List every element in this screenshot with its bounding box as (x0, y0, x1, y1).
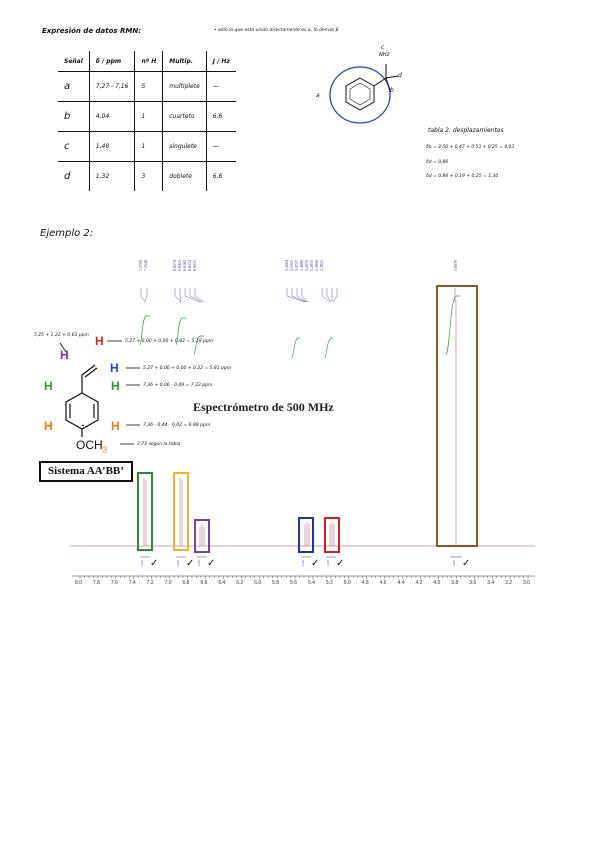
atom-h-green-right: H (111, 379, 120, 393)
x-axis-tick-label: 7.6 (110, 580, 118, 586)
x-axis-tick-label: 3.4 (487, 580, 495, 586)
integral-curves (140, 296, 460, 358)
x-axis-tick-label: 7.0 (164, 580, 172, 586)
x-axis-tick-label: 6.2 (236, 580, 244, 586)
x-axis-tick-label: 5.6 (290, 580, 297, 586)
table-cell: 4,04 (89, 102, 135, 132)
x-axis-tick-label: 4.4 (397, 580, 405, 586)
col-header-nh: nº H (135, 51, 163, 72)
table2-line1: δb = 2'50 + 0,47 + 0'53 + 0'25 = 4,03 (426, 145, 515, 150)
x-axis-tick-label: 6.6 (200, 580, 208, 586)
peak-label: 6.6015 (192, 260, 197, 271)
och3-sub: 3 (102, 445, 108, 455)
peak-label: 5.5664 (284, 260, 289, 271)
table2-line2: δd = 0,86 (426, 160, 449, 165)
x-axis-tick-label: 3.0 (523, 580, 530, 586)
peak-label: 6.6162 (182, 260, 187, 271)
example2-heading: Ejemplo 2: (40, 228, 94, 239)
table-cell: a (58, 72, 89, 102)
anno-blue: 5,27 + 0,00 + 0,00 + 0,32 = 5,81 ppm (143, 366, 232, 371)
label-c: c (381, 44, 385, 51)
spectrometer-title: Espectrómetro de 500 MHz (193, 400, 334, 414)
x-axis-tick-label: 4.6 (379, 580, 387, 586)
table-cell: 3 (135, 162, 163, 192)
och3-group (76, 438, 107, 454)
anno-orange: 7,36 - 0,44 - 0,02 = 6,88 ppm (143, 423, 211, 428)
page-title: Expresión de datos RMN: (42, 27, 142, 35)
peak-label: 5.4686 (299, 260, 304, 271)
x-axis-ticks (80, 576, 528, 579)
anno-purple: 5,25 + 1,22 + 0,63 ppm (34, 333, 89, 338)
peak-label: 6.8425 (177, 260, 182, 271)
check-icon: ✓ (336, 558, 345, 569)
peak-label: 5.4757 (294, 260, 299, 271)
integral-label: 1.00 (197, 560, 201, 567)
x-axis-tick-label: 5.8 (272, 580, 280, 586)
col-header-j: J / Hz (206, 51, 236, 72)
table-cell: 7,27 - 7,16 (89, 72, 135, 102)
anno-red: 5,27 + 0,00 + 0,00 + 0,02 = 5,18 ppm (125, 339, 214, 344)
table2-line3: δd = 0,86 + 0,19 + 0,25 = 1,30 (426, 174, 499, 179)
table-cell: 1,48 (89, 132, 135, 162)
label-a: a (316, 92, 320, 99)
och3-main: OCH (76, 438, 103, 452)
check-icon: ✓ (207, 558, 216, 569)
x-axis-tick-label: 7.4 (128, 580, 136, 586)
x-axis-tick-label: 6.4 (218, 580, 226, 586)
table-cell: d (58, 162, 89, 192)
atom-h-blue: H (110, 361, 119, 375)
integral-label: 1.00 (301, 560, 305, 567)
anno-och3: 3,73 según la tabla (137, 442, 181, 447)
box-green (138, 473, 152, 550)
x-axis-tick-label: 4.0 (433, 580, 441, 586)
box-brown (437, 286, 477, 546)
col-header-signal: Señal (58, 51, 89, 72)
peak-label: 5.5321 (289, 260, 294, 271)
peak-label: 5.2070 (304, 260, 309, 271)
x-axis-tick-label: 5.4 (307, 580, 315, 586)
atom-h-purple: H (60, 348, 69, 362)
col-header-multiplicity: Multip. (163, 51, 207, 72)
atom-h-orange-left: H (44, 419, 53, 433)
integral-label: 2.00 (140, 560, 144, 567)
table-cell: doblete (163, 162, 207, 192)
check-icon: ✓ (186, 558, 195, 569)
table-cell: 1,32 (89, 162, 135, 192)
anno-green: 7,36 + 0,06 - 0,09 = 7,33 ppm (143, 383, 213, 388)
peak-label: 5.1831 (319, 260, 324, 271)
label-d: d (398, 72, 402, 79)
peak-label: 5.2035 (309, 260, 314, 271)
box-blue (299, 518, 313, 552)
check-icon: ✓ (311, 558, 320, 569)
atom-h-green-left: H (44, 379, 53, 393)
table-cell: — (206, 72, 236, 102)
x-axis-tick-label: 8.0 (75, 580, 82, 586)
atom-h-red: H (95, 334, 104, 348)
x-axis-tick-label: 5.0 (343, 580, 351, 586)
table-cell: 6,6 (206, 102, 236, 132)
x-axis-tick-label: 7.8 (92, 580, 100, 586)
table2-title: tabla 2: desplazamientos (428, 127, 504, 134)
col-header-shift: δ / ppm (89, 51, 135, 72)
peak-label: 6.8574 (172, 260, 177, 271)
label-nh2: NH2 (379, 52, 390, 58)
peak-label: 5.1856 (314, 260, 319, 271)
table-cell: 6,6 (212, 173, 223, 180)
x-axis-tick-label: 4.2 (415, 580, 423, 586)
x-axis-tick-label: 3.8 (451, 580, 459, 586)
x-axis-tick-label: 3.6 (469, 580, 477, 586)
table-cell: singulete (163, 132, 207, 162)
x-axis-tick-label: 5.2 (325, 580, 333, 586)
table-cell: c (58, 132, 89, 162)
peak-label: 7.2709 (138, 260, 143, 271)
table-cell: 1 (135, 102, 163, 132)
check-icon: ✓ (150, 558, 159, 569)
peak-label: 3.8076 (453, 260, 458, 271)
peak-label: 7.2540 (143, 260, 148, 271)
x-axis-tick-label: 7.2 (146, 580, 154, 586)
integral-label: 1.00 (326, 560, 330, 567)
table-cell: 5 (135, 72, 163, 102)
peak-label-leaders (141, 288, 455, 302)
x-axis-tick-label: 6.8 (182, 580, 190, 586)
x-axis-tick-label: 4.8 (361, 580, 369, 586)
table-cell: 1 (135, 132, 163, 162)
table-cell: multiplete (163, 72, 207, 102)
check-icon: ✓ (462, 558, 471, 569)
box-yellow (174, 473, 188, 550)
integral-label: 2.00 (176, 560, 180, 567)
table-cell: cuarteto (163, 102, 207, 132)
x-axis-tick-label: 6.0 (254, 580, 262, 586)
header-note: • este lo que está unido directamente es α, lo demás β (214, 28, 339, 33)
table-cell: b (58, 102, 89, 132)
x-axis-tick-label: 3.2 (505, 580, 513, 586)
table-cell: — (206, 132, 236, 162)
molecule2-bonds (66, 365, 98, 437)
integral-label: 3.00 (452, 560, 456, 567)
label-b: b (390, 87, 394, 94)
system-badge: Sistema AA’BB’ (39, 461, 133, 482)
peak-label: 6.6212 (187, 260, 192, 271)
atom-h-orange-right: H (111, 419, 120, 433)
